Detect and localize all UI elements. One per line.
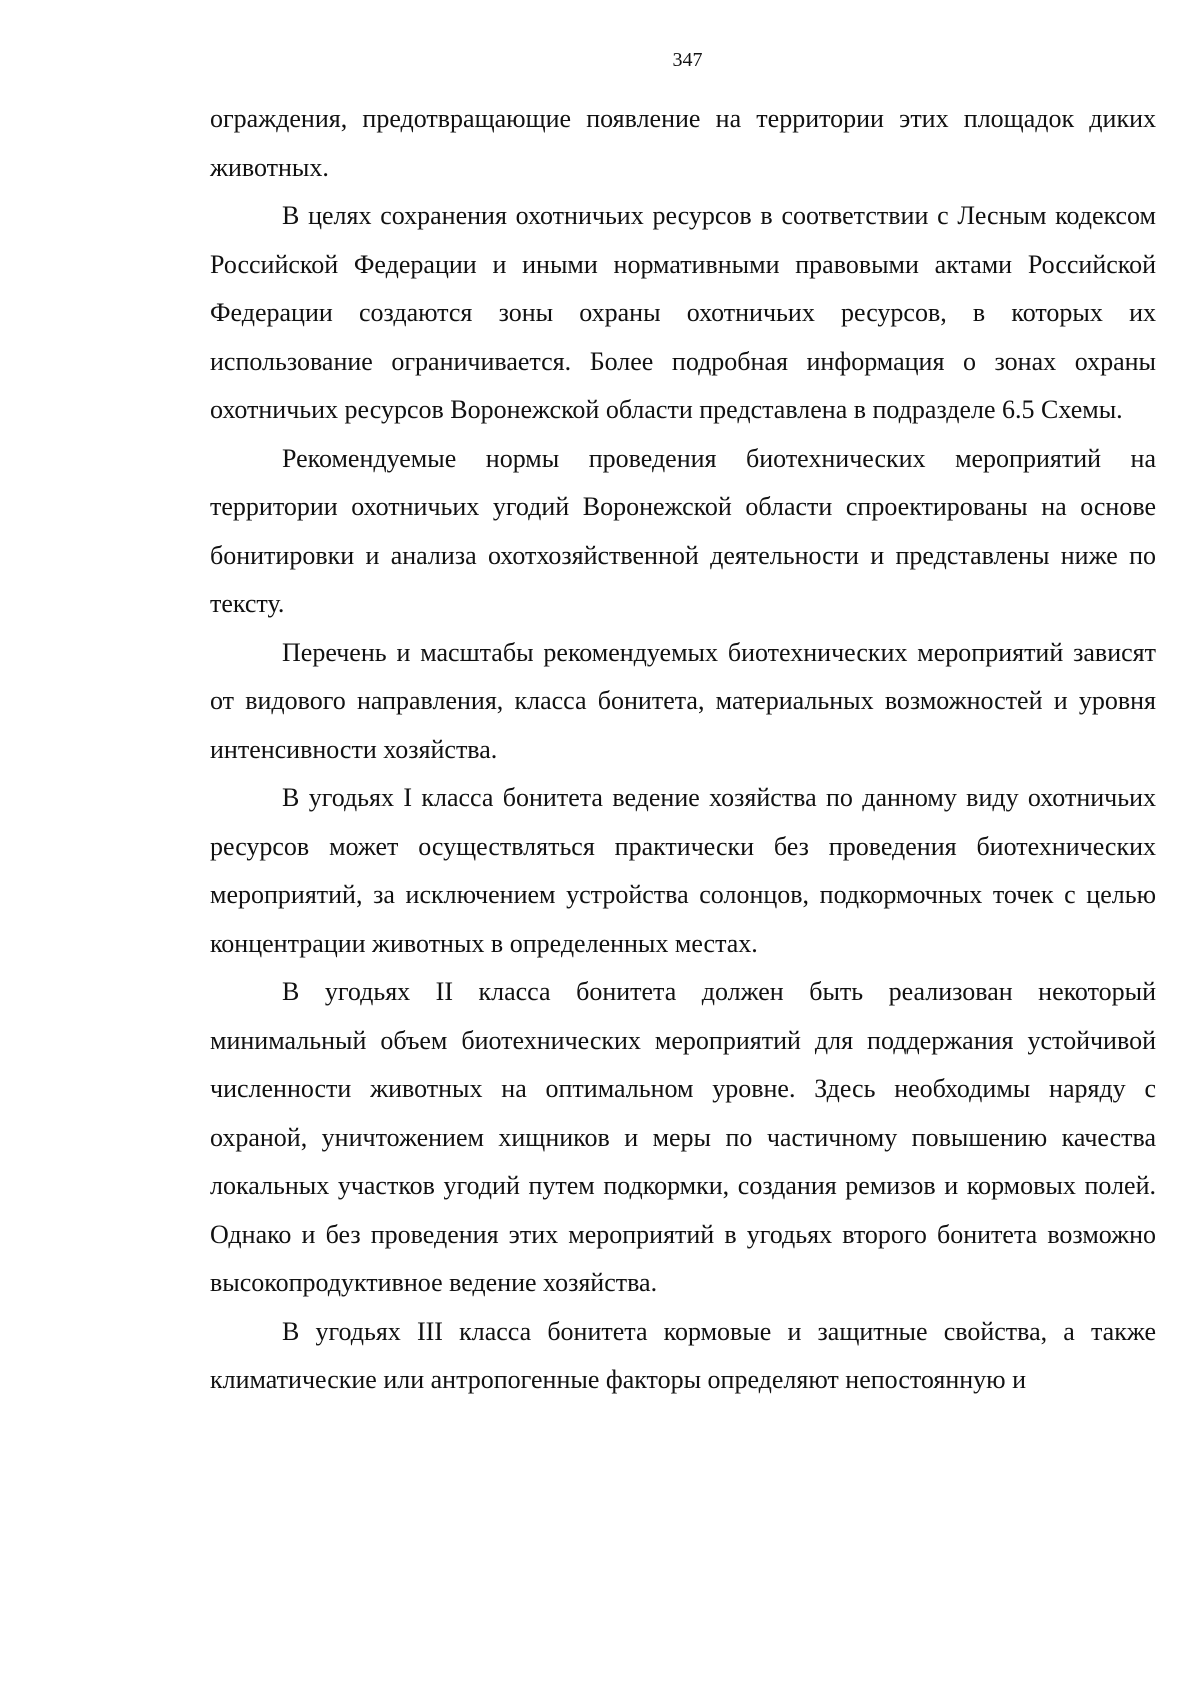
- page-number: 347: [672, 49, 703, 71]
- paragraph-measures-scope: Перечень и масштабы рекомендуемых биотехнических мероприятий зависят от видового направления, класса бонитета, материальных возможностей и уровня интенсивности хозяйства.: [210, 637, 1156, 764]
- paragraph-continuation: ограждения, предотвращающие появление на территории этих площадок диких животных.: [210, 104, 1156, 182]
- document-body: [210, 95, 1156, 1405]
- paragraph-bonitet-class-1: В угодьях I класса бонитета ведение хозяйства по данному виду охотничьих ресурсов может осуществляться практически без проведения биотехнических мероприятий, за исключением устройства солонцов, подкормочных точек с целью концентрации животных в определенных местах.: [210, 783, 1156, 958]
- paragraph-hunting-resource-protection-zones: В целях сохранения охотничьих ресурсов в соответствии с Лесным кодексом Российской Федерации и иными нормативными правовыми актами Российской Федерации создаются зоны охраны охотничьих ресурсов, в которых их использование ограничивается. Более подробная информация о зонах охраны охотничьих ресурсов Воронежской области представлена в подразделе 6.5 Схемы.: [210, 201, 1156, 424]
- paragraph-bonitet-class-3: В угодьях III класса бонитета кормовые и защитные свойства, а также климатические или антропогенные факторы определяют непостоянную и: [210, 1316, 1156, 1394]
- paragraph-recommended-norms: Рекомендуемые нормы проведения биотехнических мероприятий на территории охотничьих угодий Воронежской области спроектированы на основе бонитировки и анализа охотхозяйственной деятельности и представлены ниже по тексту.: [210, 443, 1156, 618]
- paragraph-bonitet-class-2: В угодьях II класса бонитета должен быть реализован некоторый минимальный объем биотехнических мероприятий для поддержания устойчивой численности животных на оптимальном уровне. Здесь необходимы наряду с охраной, уничтожением хищников и меры по частичному повышению качества локальных участков угодий путем подкормки, создания ремизов и кормовых полей. Однако и без проведения этих мероприятий в угодьях второго бонитета возможно высокопродуктивное ведение хозяйства.: [210, 977, 1156, 1297]
